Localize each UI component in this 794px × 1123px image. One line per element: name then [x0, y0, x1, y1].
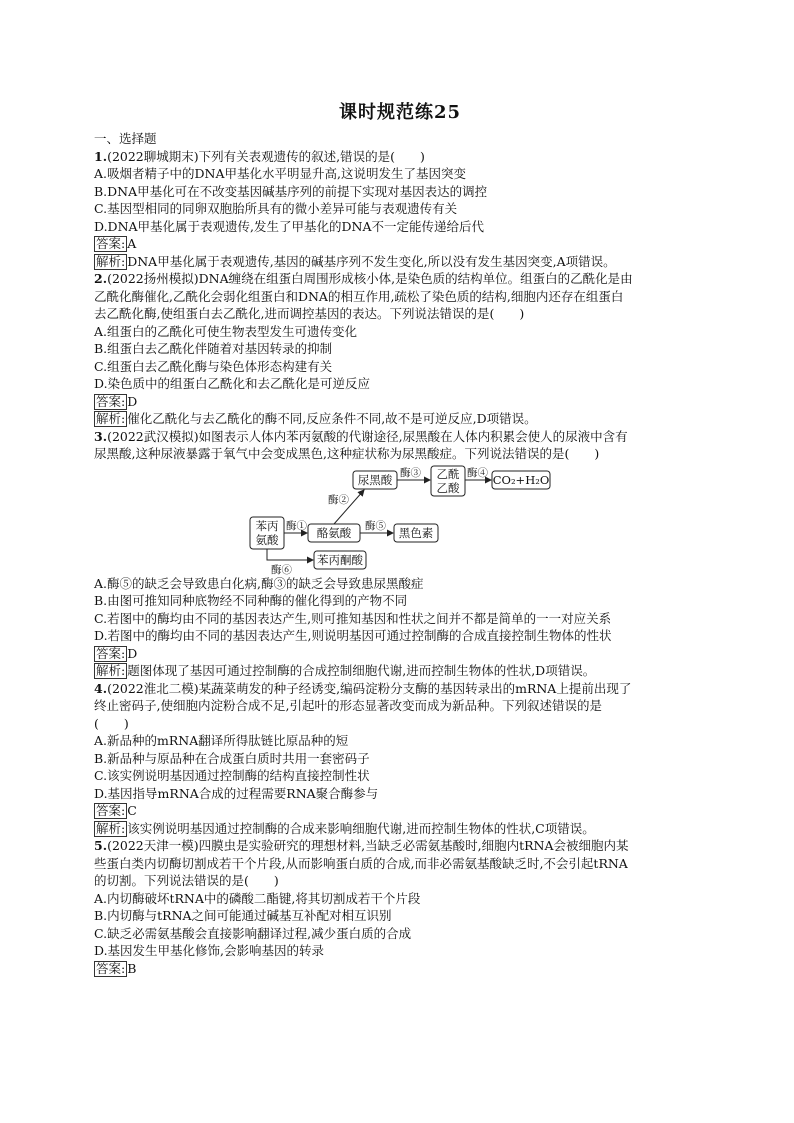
homogentisic-acid-label: 尿黑酸 — [357, 472, 393, 487]
pathway-svg — [94, 463, 706, 575]
option-c: C.缺乏必需氨基酸会直接影响翻译过程,减少蛋白质的合成 — [94, 925, 412, 941]
analysis-text: 该实例说明基因通过控制酶的合成来影响细胞代谢,进而控制生物体的性状,C项错误。 — [127, 820, 595, 836]
option-d: D.若图中的酶均由不同的基因表达产生,则说明基因可通过控制酶的合成直接控制生物体的性状 — [94, 628, 612, 643]
answer-label: 答案: — [96, 803, 126, 818]
question-stem-line: 尿黑酸,这种尿液暴露于氧气中会变成黑色,这种症状称为尿黑酸症。下列说法错误的是( ) — [94, 446, 600, 461]
analysis-label: 解析: — [96, 411, 126, 426]
analysis-label: 解析: — [96, 253, 126, 269]
question-stem-line: (2022扬州模拟)DNA缠绕在组蛋白周围形成核小体,是染色质的结构单位。组蛋白的乙酰化是由 — [107, 271, 633, 286]
answer-label: 答案: — [96, 960, 126, 976]
analysis-line — [94, 253, 706, 271]
enzyme-6-label: 酶⑥ — [271, 563, 292, 575]
option-c: C.基因型相同的同卵双胞胎所具有的微小差异可能与表观遗传有关 — [94, 201, 458, 216]
question-stem-line: (2022淮北二模)某蔬菜萌发的种子经诱变,编码淀粉分支酶的基因转录出的mRNA上提前出现了 — [107, 680, 632, 696]
answer-label: 答案: — [96, 236, 126, 251]
answer-value: D — [127, 393, 138, 409]
question-number: 1. — [94, 148, 108, 164]
answer-label: 答案: — [96, 645, 126, 661]
option-a: A.酶⑤的缺乏会导致患白化病,酶③的缺乏会导致患尿黑酸症 — [94, 575, 424, 591]
answer-value: B — [127, 960, 137, 976]
answer-value: C — [127, 803, 137, 818]
enzyme-1-label: 酶① — [286, 519, 307, 532]
option-c: C.该实例说明基因通过控制酶的结构直接控制性状 — [94, 768, 370, 783]
enzyme-5-label: 酶⑤ — [365, 519, 386, 532]
answer-line — [94, 960, 706, 978]
analysis-line — [94, 820, 706, 838]
option-d: D.基因指导mRNA合成的过程需要RNA聚合酶参与 — [94, 785, 379, 801]
acetoacetate-label-1: 乙酰 — [436, 466, 460, 481]
enzyme-3-label: 酶③ — [400, 466, 421, 479]
analysis-text: 题图体现了基因可通过控制酶的合成控制细胞代谢,进而控制生物体的性状,D项错误。 — [127, 663, 596, 678]
analysis-line — [94, 410, 706, 428]
question-stem-line: 终止密码子,使细胞内淀粉合成不足,引起叶的形态显著改变而成为新品种。下列叙述错误的是 — [94, 698, 602, 713]
enzyme-2-label: 酶② — [328, 493, 349, 506]
option-a: A.吸烟者精子中的DNA甲基化水平明显升高,这说明发生了基因突变 — [94, 166, 466, 181]
option-a: A.内切酶破坏tRNA中的磷酸二酯键,将其切割成若干个片段 — [94, 890, 421, 906]
option-d: D.DNA甲基化属于表观遗传,发生了甲基化的DNA不一定能传递给后代 — [94, 218, 484, 234]
answer-value: A — [127, 236, 137, 251]
analysis-text: 催化乙酰化与去乙酰化的酶不同,反应条件不同,故不是可逆反应,D项错误。 — [127, 411, 537, 426]
option-c: C.组蛋白去乙酰化酶与染色体形态构建有关 — [94, 358, 333, 374]
analysis-line — [94, 662, 706, 680]
answer-line — [94, 645, 706, 663]
question-stem-line: 些蛋白类内切酶切割成若干个片段,从而影响蛋白质的合成,而非必需氨基酸缺乏时,不会引起tRNA — [94, 855, 628, 871]
option-c: C.若图中的酶均由不同的基因表达产生,则可推知基因和性状之间并不都是简单的一一对应关系 — [94, 610, 612, 626]
analysis-label: 解析: — [96, 663, 126, 678]
answer-line — [94, 393, 706, 411]
question-stem-line: (2022武汉模拟)如图表示人体内苯丙氨酸的代谢途径,尿黑酸在人体内积累会使人的尿液中含有 — [107, 428, 628, 444]
arrow-enzyme-6 — [267, 549, 313, 560]
question-stem-line: ( ) — [94, 715, 129, 731]
melanin-label: 黑色素 — [398, 525, 434, 540]
option-b: B.组蛋白去乙酰化伴随着对基因转录的抑制 — [94, 341, 333, 356]
co2-h2o-label: CO₂+H₂O — [492, 472, 550, 487]
question-number: 3. — [94, 428, 108, 444]
option-a: A.组蛋白的乙酰化可使生物表型发生可遗传变化 — [94, 323, 358, 339]
option-a: A.新品种的mRNA翻译所得肽链比原品种的短 — [94, 733, 349, 748]
question-3 — [94, 428, 706, 680]
acetoacetate-label-2: 乙酸 — [436, 480, 460, 495]
option-b: B.DNA甲基化可在不改变基因碱基序列的前提下实现对基因表达的调控 — [94, 183, 488, 199]
question-2 — [94, 270, 706, 428]
question-5 — [94, 837, 706, 977]
metabolism-pathway-diagram — [94, 463, 706, 575]
question-stem-line: 乙酰化酶催化,乙酰化会弱化组蛋白和DNA的相互作用,疏松了染色质的结构,细胞内还存在组蛋白 — [94, 288, 624, 304]
tyrosine-label: 酪氨酸 — [316, 525, 352, 540]
question-number: 2. — [94, 271, 108, 286]
option-d: D.染色质中的组蛋白乙酰化和去乙酰化是可逆反应 — [94, 376, 371, 391]
question-1 — [94, 148, 706, 271]
worksheet-page — [94, 98, 706, 977]
phenylpyruvic-acid-label: 苯丙酮酸 — [317, 552, 363, 567]
answer-line — [94, 235, 706, 253]
enzyme-4-label: 酶④ — [467, 466, 488, 479]
option-d: D.基因发生甲基化修饰,会影响基因的转录 — [94, 943, 325, 958]
answer-line — [94, 802, 706, 820]
question-stem: (2022聊城期末)下列有关表观遗传的叙述,错误的是( ) — [107, 148, 425, 164]
answer-value: D — [127, 645, 138, 661]
question-stem-line: 的切割。下列说法错误的是( ) — [94, 873, 279, 888]
question-stem-line: (2022天津一模)四膜虫是实验研究的理想材料,当缺乏必需氨基酸时,细胞内tRNA会被细胞内某 — [107, 838, 629, 853]
answer-label: 答案: — [96, 393, 126, 409]
question-4 — [94, 680, 706, 838]
page-title: 课时规范练25 — [338, 102, 462, 123]
section-heading: 一、选择题 — [94, 131, 157, 146]
option-b: B.由图可推知同种底物经不同种酶的催化得到的产物不同 — [94, 593, 408, 608]
question-number: 4. — [94, 680, 108, 696]
analysis-label: 解析: — [96, 820, 126, 836]
option-b: B.新品种与原品种在合成蛋白质时共用一套密码子 — [94, 750, 370, 766]
question-number: 5. — [94, 838, 108, 853]
option-b: B.内切酶与tRNA之间可能通过碱基互补配对相互识别 — [94, 908, 392, 923]
question-stem-line: 去乙酰化酶,使组蛋白去乙酰化,进而调控基因的表达。下列说法错误的是( ) — [94, 306, 525, 321]
phenylalanine-label-1: 苯丙 — [255, 518, 279, 533]
phenylalanine-label-2: 氨酸 — [255, 532, 279, 547]
analysis-text: DNA甲基化属于表观遗传,基因的碱基序列不发生变化,所以没有发生基因突变,A项错误。 — [127, 253, 616, 269]
